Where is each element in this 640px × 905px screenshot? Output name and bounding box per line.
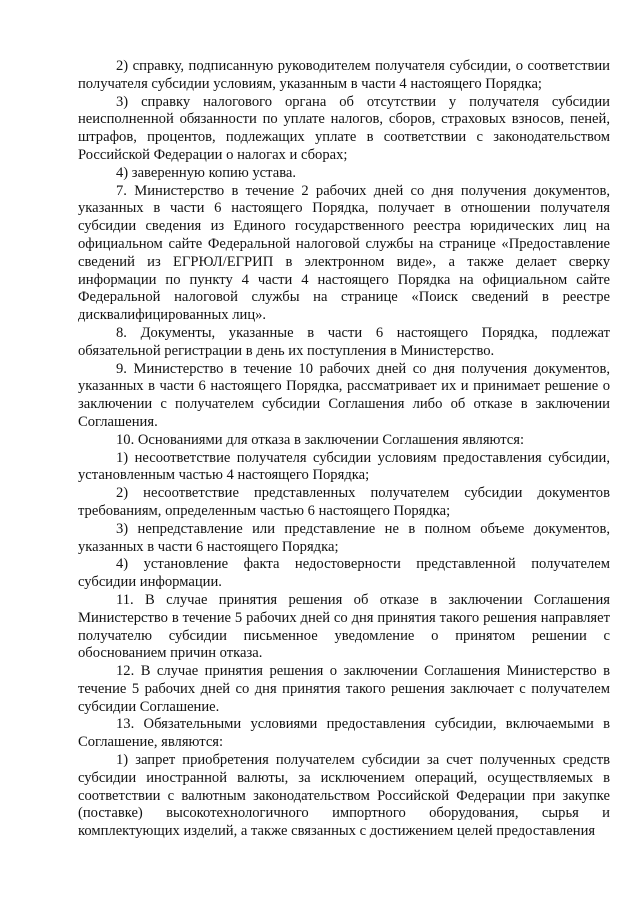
paragraph: 12. В случае принятия решения о заключении Соглашения Министерство в течение 5 рабочих дней со дня принятия такого решения заключает с получателем субсидии Соглашение. (78, 663, 610, 715)
paragraph: 4) установление факта недостоверности представленной получателем субсидии информации. (78, 556, 610, 591)
document-page (78, 58, 610, 858)
paragraph: 4) заверенную копию устава. (116, 164, 297, 181)
paragraph: 1) несоответствие получателя субсидии условиям предоставления субсидии, установленным частью 4 настоящего Порядка; (78, 449, 610, 484)
paragraph: 3) непредставление или представление не в полном объеме документов, указанных в части 6 настоящего Порядка; (78, 520, 610, 555)
paragraph: 2) справку, подписанную руководителем получателя субсидии, о соответствии получателя субсидии условиям, указанным в части 4 настоящего Порядка; (78, 58, 610, 92)
paragraph: 9. Министерство в течение 10 рабочих дней со дня получения документов, указанных в части 6 настоящего Порядка, рассматривает их и принимает решение о заключении с получателем субсидии Соглашения либо об отказе в заключении Соглашения. (78, 360, 610, 430)
paragraph: 11. В случае принятия решения об отказе в заключении Соглашения Министерство в течение 5 рабочих дней со дня принятия такого решения направляет получателю субсидии письменное уведомление о принятом решении с обоснованием причин отказа. (78, 591, 610, 662)
paragraph: 7. Министерство в течение 2 рабочих дней со дня получения документов, указанных в части 6 настоящего Порядка, получает в отношении получателя субсидии сведения из Единого государственного реестра юридических лиц на официальном сайте Федеральной налоговой службы на странице «Предоставление сведений из ЕГРЮЛ/ЕГРИП в электронном виде», а также делает сверку информации по пункту 4 части 4 настоящего Порядка на официальном сайте Федеральной налоговой службы на странице «Поиск сведений в реестре дисквалифицированных лиц». (78, 182, 610, 324)
paragraph: 13. Обязательными условиями предоставления субсидии, включаемыми в Соглашение, являются: (78, 716, 610, 751)
paragraph: 3) справку налогового органа об отсутствии у получателя субсидии неисполненной обязанности по уплате налогов, сборов, страховых взносов, пеней, штрафов, процентов, подлежащих уплате в соответствии с законодательством Российской Федерации о налогах и сборах; (78, 93, 610, 163)
paragraph: 1) запрет приобретения получателем субсидии за счет полученных средств субсидии иностранной валюты, за исключением операций, осуществляемых в соответствии с валютным законодательством Российской Федерации при закупке (поставке) высокотехнологичного импортного оборудования, сырья и комплектующих изделий, а также связанных с достижением целей предоставления (78, 752, 610, 840)
paragraph: 10. Основаниями для отказа в заключении Соглашения являются: (116, 431, 525, 448)
paragraph: 2) несоответствие представленных получателем субсидии документов требованиям, определенным частью 6 настоящего Порядка; (78, 485, 610, 519)
paragraph: 8. Документы, указанные в части 6 настоящего Порядка, подлежат обязательной регистрации в день их поступления в Министерство. (78, 324, 610, 359)
